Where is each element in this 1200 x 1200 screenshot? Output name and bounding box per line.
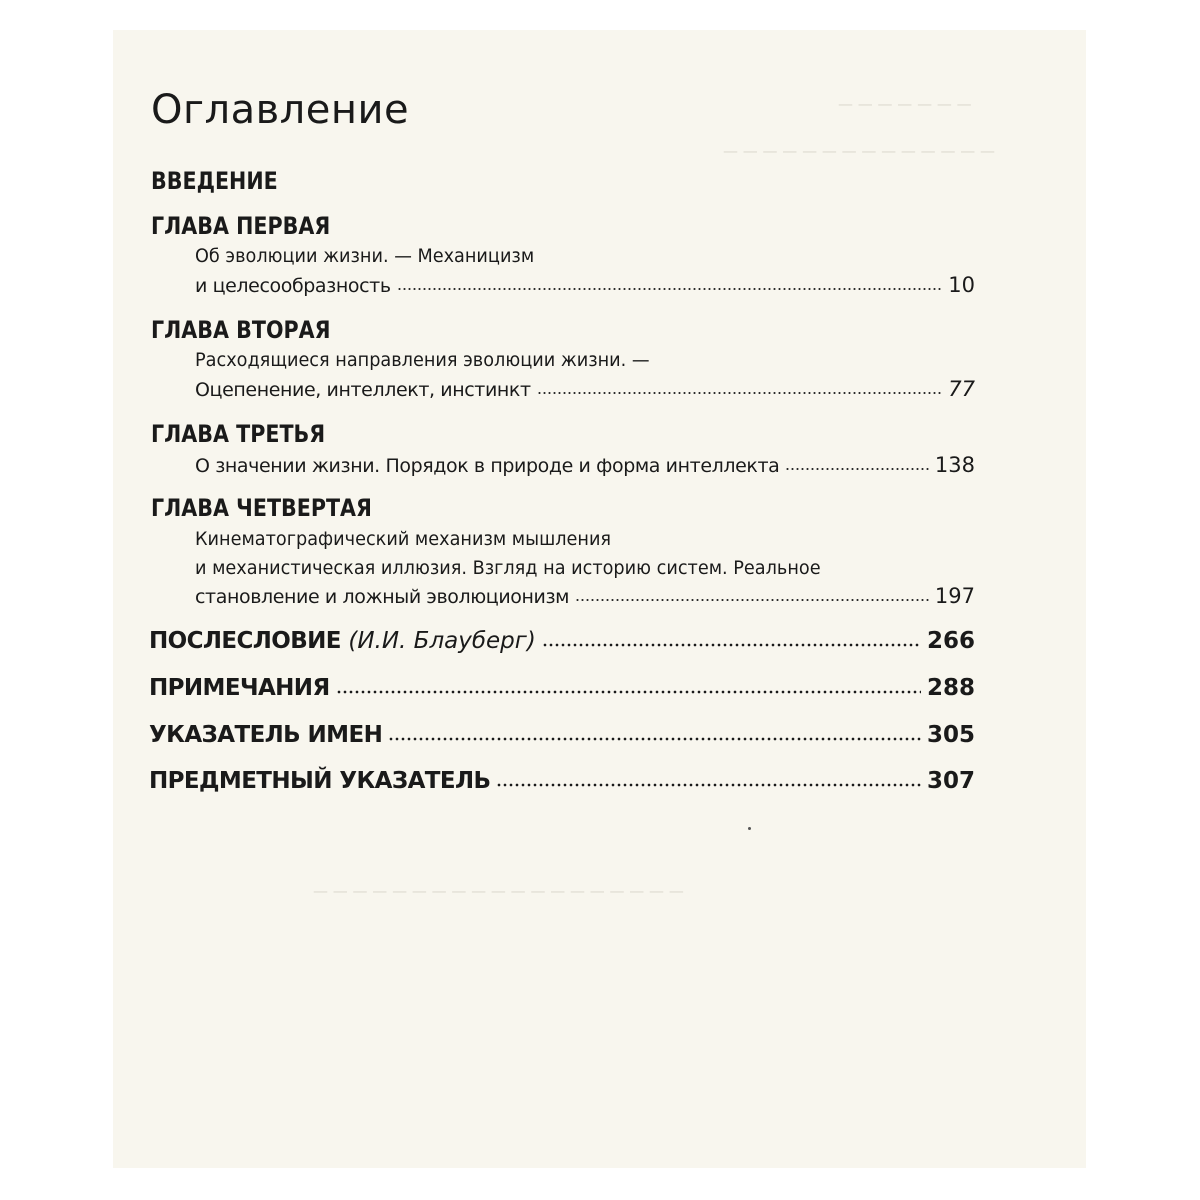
afterword-entry — [149, 626, 975, 656]
bleed-through-mark: — — — — — — — — [838, 95, 972, 113]
dot-leader — [336, 690, 921, 694]
name-index-entry — [149, 720, 975, 750]
chapter1-heading: ГЛАВА ПЕРВАЯ — [151, 212, 331, 240]
chapter4-title-line1: Кинематографический механизм мышления — [195, 528, 612, 550]
bleed-through-mark: — — — — — — — — — — — — — — — [723, 142, 995, 160]
afterword-page-number: 266 — [926, 628, 975, 654]
dot-leader — [575, 598, 929, 602]
dot-leader — [397, 287, 943, 291]
chapter4-title-line2: и механистическая иллюзия. Взгляд на историю систем. Реальное — [195, 557, 821, 579]
chapter3-entry — [195, 452, 975, 479]
toc-title: Оглавление — [151, 87, 410, 133]
notes-entry — [149, 673, 975, 703]
name-index-label: УКАЗАТЕЛЬ ИМЕН — [149, 722, 383, 748]
afterword-author: (И.И. Блауберг) — [348, 628, 536, 654]
name-index-page-number: 305 — [926, 722, 975, 748]
dot-leader — [537, 391, 943, 395]
chapter3-title-line1: О значении жизни. Порядок в природе и форма интеллекта — [195, 455, 780, 477]
chapter4-page-number: 197 — [934, 584, 975, 608]
bleed-through-mark: — — — — — — — — — — — — — — — — — — — — [313, 882, 684, 900]
chapter4-title-line3: становление и ложный эволюционизм — [195, 586, 570, 608]
intro-heading: ВВЕДЕНИЕ — [151, 167, 278, 195]
afterword-title: ПОСЛЕСЛОВИЕ — [149, 628, 341, 654]
dot-leader — [542, 643, 921, 647]
chapter2-title-line1: Расходящиеся направления эволюции жизни. — — [195, 349, 650, 371]
book-page — [113, 30, 1086, 1168]
chapter1-title-line1: Об эволюции жизни. — Механицизм — [195, 245, 535, 267]
dot-leader — [496, 783, 921, 787]
notes-label: ПРИМЕЧАНИЯ — [149, 675, 330, 701]
notes-page-number: 288 — [926, 675, 975, 701]
chapter2-title-line2: Оцепенение, интеллект, инстинкт — [195, 379, 531, 401]
table-of-contents — [113, 30, 1086, 1168]
chapter3-heading: ГЛАВА ТРЕТЬЯ — [151, 420, 326, 448]
chapter4-entry — [195, 583, 975, 610]
subject-index-label: ПРЕДМЕТНЫЙ УКАЗАТЕЛЬ — [149, 768, 491, 794]
chapter1-entry — [195, 272, 975, 299]
dot-leader — [785, 467, 929, 471]
afterword-label — [149, 626, 536, 656]
chapter2-entry — [195, 376, 975, 403]
subject-index-entry — [149, 766, 975, 796]
dot-leader — [388, 737, 921, 741]
chapter3-page-number: 138 — [934, 453, 975, 477]
chapter2-heading: ГЛАВА ВТОРАЯ — [151, 316, 331, 344]
chapter2-page-number: 77 — [948, 377, 975, 401]
chapter1-title-line2: и целесообразность — [195, 275, 391, 297]
chapter4-heading: ГЛАВА ЧЕТВЕРТАЯ — [151, 494, 372, 522]
subject-index-page-number: 307 — [926, 768, 975, 794]
chapter1-page-number: 10 — [948, 273, 975, 297]
